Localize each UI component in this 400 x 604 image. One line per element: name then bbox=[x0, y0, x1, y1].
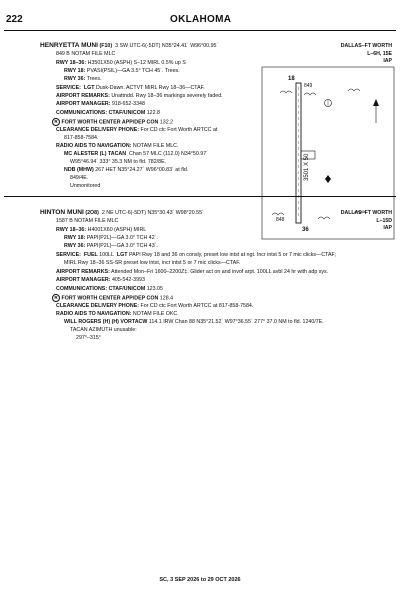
field-elevation-bottom: 848 bbox=[276, 217, 285, 223]
runway-end-18: 18 bbox=[288, 76, 295, 82]
runway-18-info: RWY 18: PAPI(P2L)—GA 3.0° TCH 42´. bbox=[64, 235, 158, 241]
beacon-icon bbox=[325, 175, 331, 183]
runway-36-info: RWY 36: PAPI(P2L)—GA 3.0° TCH 43´. bbox=[64, 243, 158, 249]
radar-r-icon: R bbox=[52, 294, 60, 302]
entry-title bbox=[40, 209, 204, 217]
navaid-vortac-range: 297°–315° bbox=[76, 335, 101, 341]
navaid-ndb-status: Unmonitored bbox=[70, 183, 101, 189]
region-block bbox=[341, 210, 392, 233]
chart-ref: L–15D bbox=[376, 217, 392, 224]
windsock-icon bbox=[325, 100, 332, 107]
chart-ref: L–6H, 15E bbox=[367, 50, 392, 57]
service-info-cont: MIRL Rwy 18–36 SS-SR preset low intst, incr intst 5 or 7 mic clicks—CTAF. bbox=[64, 260, 241, 266]
navaid-ndb-cont: 849/4E. bbox=[70, 175, 89, 181]
approach-control: R FORT WORTH CENTER APP/DEP CON 128.4 bbox=[52, 294, 173, 302]
region-name: DALLAS–FT WORTH bbox=[340, 210, 392, 216]
service-info: SERVICE: LGT Dusk-Dawn. ACTVT MIRL Rwy 18–36—CTAF. bbox=[56, 85, 205, 91]
header-rule bbox=[4, 30, 396, 31]
navaid-tacan-cont: W95°46.94´ 333° 35.3 NM to fld. 782/8E. bbox=[70, 159, 167, 165]
runway-18-info: RWY 18: PVASI(PSIL)—GA 3.5° TCH 45´. Trees. bbox=[64, 68, 180, 74]
navaid-vortac-cont: TACAN AZIMUTH unusable: bbox=[70, 327, 137, 333]
airport-name: HENRYETTA MUNI bbox=[40, 42, 98, 49]
page-number: 222 bbox=[6, 14, 23, 25]
airport-remarks: AIRPORT REMARKS: Attended Mon–Fri 1600–2200Z‡. Glider act on and invof arpt. 100LL avbl 24 hr with adp sys. bbox=[56, 269, 329, 275]
runway-end-36: 36 bbox=[302, 227, 309, 233]
navaid-tacan: MC ALESTER (L) TACAN Chan 57 MLC (112.0) N34°50.97´ bbox=[64, 151, 208, 157]
north-arrow-icon bbox=[373, 99, 379, 123]
entry-elevation: 1587 B NOTAM FILE MLC bbox=[56, 218, 119, 224]
field-elevation-top: 849 bbox=[304, 83, 313, 89]
service-info: SERVICE: FUEL 100LL LGT PAPI Rwy 18 and 36 on consly, preset low intst at ngt. Incr intst 5 or 7 mic clicks—CTAF; bbox=[56, 252, 337, 258]
runway-info: RWY 18–36: H4001X60 (ASPH) MIRL bbox=[56, 227, 147, 233]
airport-id: (2O8) bbox=[85, 210, 99, 216]
airport-manager: AIRPORT MANAGER: 405-542-3993 bbox=[56, 277, 145, 283]
state-heading: OKLAHOMA bbox=[170, 14, 232, 25]
approach-control: R FORT WORTH CENTER APP/DEP CON 132.2 bbox=[52, 118, 173, 126]
runway-36-info: RWY 36: Trees. bbox=[64, 76, 102, 82]
runway-dimension-label: 3501 X 50 bbox=[304, 153, 310, 181]
radio-aids: RADIO AIDS TO NAVIGATION: NOTAM FILE OKC. bbox=[56, 311, 179, 317]
entry-elevation: 849 B NOTAM FILE MLC bbox=[56, 51, 116, 57]
airport-location: 3 SW UTC-6(-5DT) N35°24.41´ W96°00.95´ bbox=[115, 43, 219, 49]
footer-effective-dates: SC, 3 SEP 2026 to 29 OCT 2026 bbox=[159, 577, 241, 583]
communications: COMMUNICATIONS: CTAF/UNICOM 123.05 bbox=[56, 286, 163, 292]
iap-label: IAP bbox=[383, 225, 392, 231]
runway-info: RWY 18–36: H3501X50 (ASPH) S–12 MIRL 0.5% up S bbox=[56, 60, 186, 66]
region-name: DALLAS–FT WORTH bbox=[340, 43, 392, 49]
clearance-delivery: CLEARANCE DELIVERY PHONE: For CD ctc Fort Worth ARTCC at bbox=[56, 127, 218, 133]
radio-aids: RADIO AIDS TO NAVIGATION: NOTAM FILE MLC. bbox=[56, 143, 179, 149]
iap-label: IAP bbox=[383, 58, 392, 64]
navaid-vortac: WILL ROGERS (H) (H) VORTACW 114.1 IRW Chan 88 N35°21.52´ W97°36.55´ 277° 37.0 NM to fld. 1240/7E. bbox=[64, 319, 324, 325]
airport-id: (F10) bbox=[99, 43, 113, 49]
airport-location: 2 NE UTC-6(-5DT) N35°30.43´ W98°20.55´ bbox=[101, 210, 204, 216]
airport-manager: AIRPORT MANAGER: 918-652-3348 bbox=[56, 101, 145, 107]
entry-divider bbox=[4, 196, 396, 197]
navaid-ndb: NDB (MHW) 267 HET N35°24.27´ W96°00.83´ at fld. bbox=[64, 167, 189, 173]
radar-r-icon: R bbox=[52, 118, 60, 126]
trees-top bbox=[280, 89, 360, 95]
entry-title bbox=[40, 42, 218, 50]
runway-18-36 bbox=[296, 83, 301, 223]
clearance-delivery: CLEARANCE DELIVERY PHONE: For CD ctc Fort Worth ARTCC at 817-858-7584. bbox=[56, 303, 254, 309]
communications: COMMUNICATIONS: CTAF/UNICOM 122.8 bbox=[56, 110, 160, 116]
clearance-phone: 817-858-7584. bbox=[64, 135, 99, 141]
airport-remarks: AIRPORT REMARKS: Unattndd. Rwy 18–36 markings severely faded. bbox=[56, 93, 223, 99]
airport-name: HINTON MUNI bbox=[40, 209, 84, 216]
